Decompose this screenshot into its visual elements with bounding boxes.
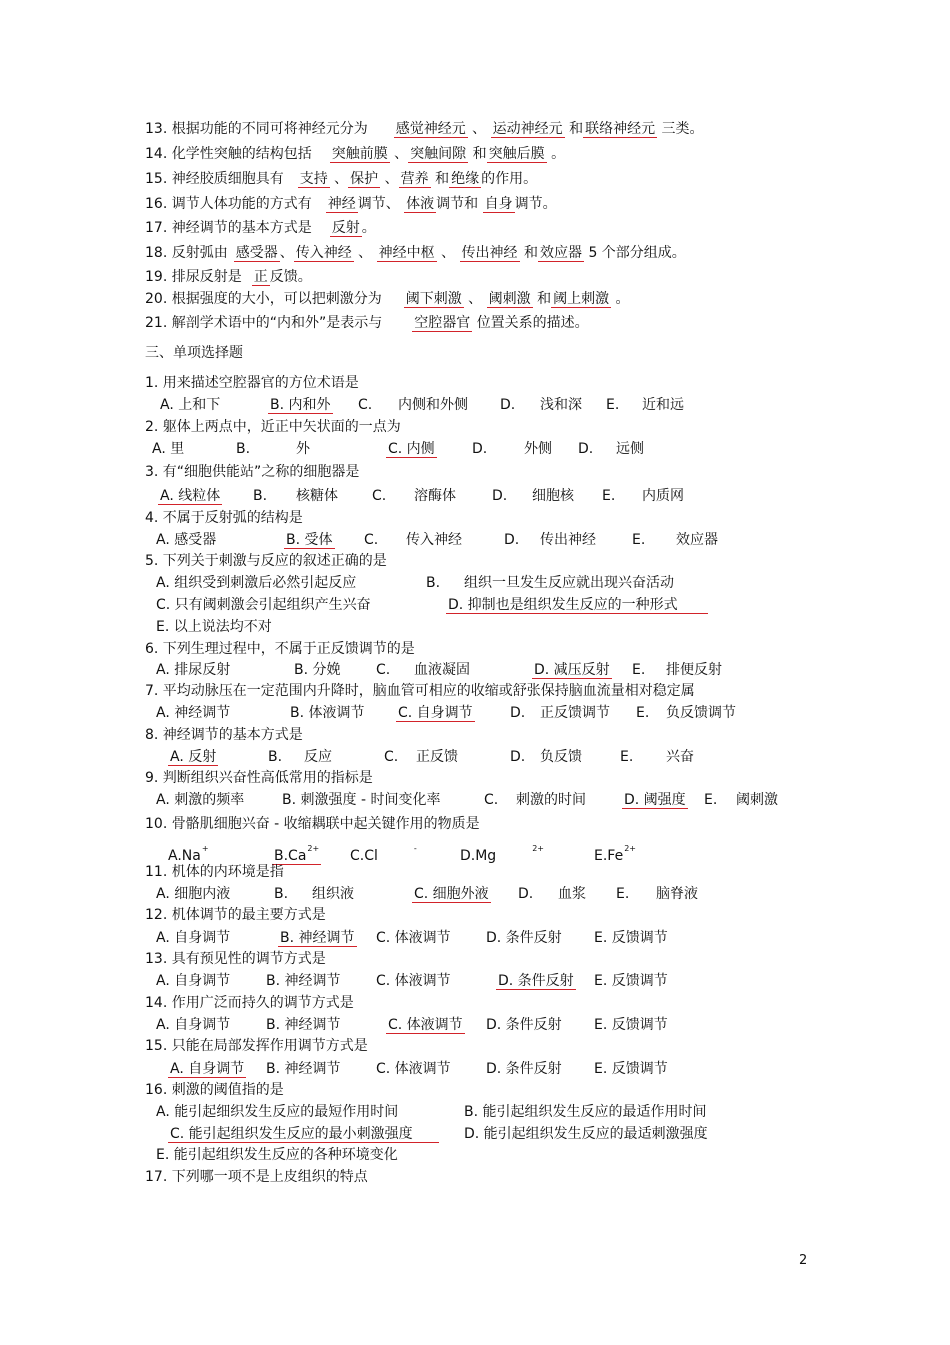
answer-option: D. 减压反射 xyxy=(534,662,610,678)
option-d: D. xyxy=(472,441,488,457)
option-c xyxy=(350,840,417,865)
option-d: D. xyxy=(504,532,520,548)
option-d-text: 负反馈 xyxy=(540,749,582,765)
option-c: C. xyxy=(384,749,399,765)
option-e: E. xyxy=(636,705,650,721)
fill-q19 xyxy=(145,268,312,286)
option-b: B. xyxy=(426,575,441,591)
answer-option: D. 条件反射 xyxy=(498,973,574,989)
answer: 空腔器官 xyxy=(414,315,471,331)
option-d: D. xyxy=(510,705,526,721)
option-e-text: 脑脊液 xyxy=(656,886,698,902)
answer: 传入神经 xyxy=(295,245,352,261)
question-text: 13. 根据功能的不同可将神经元分为 xyxy=(145,121,368,137)
mc-stem: 6. 下列生理过程中，不属于正反馈调节的是 xyxy=(145,641,415,657)
question-text: 、 xyxy=(394,146,409,162)
option-b-text: 核糖体 xyxy=(296,488,338,504)
option-e: E. xyxy=(704,792,718,808)
option-a: A. 自身调节 xyxy=(156,973,231,989)
answer: 突触间隙 xyxy=(410,146,467,162)
mc-stem: 13. 具有预见性的调节方式是 xyxy=(145,951,326,967)
option-e: E. xyxy=(620,749,634,765)
option-e-text: 兴奋 xyxy=(666,749,694,765)
option-d: D. xyxy=(492,488,508,504)
question-text: 14. 化学性突触的结构包括 xyxy=(145,146,312,162)
option-b-text: 外 xyxy=(296,441,310,457)
question-text: 、 xyxy=(468,291,483,307)
option-c: C. xyxy=(372,488,387,504)
option-b: B. xyxy=(274,886,289,902)
option-e: E. 反馈调节 xyxy=(594,973,668,989)
mc-stem: 7. 平均动脉压在一定范围内升降时，脑血管可相应的收缩或舒张保持脑血流量相对稳定属 xyxy=(145,683,695,699)
option-a: A. 神经调节 xyxy=(156,705,231,721)
fill-q20 xyxy=(145,290,630,308)
option-c-text: 溶酶体 xyxy=(414,488,456,504)
answer: 正 xyxy=(253,269,268,285)
mc-stem: 11. 机体的内环境是指 xyxy=(145,864,284,880)
answer: 阈刺激 xyxy=(488,291,531,307)
question-text: 。 xyxy=(615,291,630,307)
question-text: 三类。 xyxy=(661,121,704,137)
superscript: 2+ xyxy=(624,844,636,853)
answer-option: D. 抑制也是组织发生反应的一种形式 xyxy=(446,597,708,614)
option-e: E. xyxy=(616,886,630,902)
option-c-text: C.Cl xyxy=(350,848,378,864)
question-text: 20. 根据强度的大小，可以把刺激分为 xyxy=(145,291,382,307)
page-number: 2 xyxy=(799,1253,808,1268)
mc-stem: 14. 作用广泛而持久的调节方式是 xyxy=(145,995,354,1011)
mc-stem: 9. 判断组织兴奋性高低常用的指标是 xyxy=(145,770,373,786)
option-b: B. 神经调节 xyxy=(266,1061,341,1077)
option-a: A. 自身调节 xyxy=(156,930,231,946)
question-text: 21. 解剖学术语中的“内和外”是表示与 xyxy=(145,315,383,331)
mc-stem: 3. 有“细胞供能站”之称的细胞器是 xyxy=(145,464,360,480)
option-b-text: 反应 xyxy=(304,749,332,765)
option-b-text: 组织一旦发生反应就出现兴奋活动 xyxy=(464,575,674,591)
mc-stem: 17. 下列哪一项不是上皮组织的特点 xyxy=(145,1169,368,1185)
answer: 感受器 xyxy=(235,245,278,261)
fill-q16 xyxy=(145,195,557,213)
answer-option: B. 内和外 xyxy=(270,397,331,413)
answer-option: A. 自身调节 xyxy=(170,1061,245,1077)
answer: 阈下刺激 xyxy=(405,291,462,307)
superscript: 2+ xyxy=(307,844,320,853)
option-c: C. 只有阈刺激会引起组织产生兴奋 xyxy=(156,597,371,613)
answer: 感觉神经元 xyxy=(395,121,466,137)
answer: 运动神经元 xyxy=(492,121,563,137)
option-e: E. 反馈调节 xyxy=(594,930,668,946)
answer: 神经 xyxy=(327,196,356,212)
option-e: D. xyxy=(578,441,594,457)
mc-stem: 10. 骨骼肌细胞兴奋 - 收缩耦联中起关键作用的物质是 xyxy=(145,816,480,832)
answer: 阈上刺激 xyxy=(553,291,610,307)
fill-q17 xyxy=(145,219,376,237)
option-a: A. 细胞内液 xyxy=(156,886,231,902)
option-d-text: 外侧 xyxy=(524,441,552,457)
option-d: D. xyxy=(510,749,526,765)
option-d-text: 细胞核 xyxy=(532,488,574,504)
answer-option: C. 自身调节 xyxy=(398,705,473,721)
question-text: 反馈。 xyxy=(269,269,312,285)
question-text: 的作用。 xyxy=(481,171,538,187)
option-e: E. xyxy=(602,488,616,504)
answer: 反射 xyxy=(331,220,360,236)
option-c: C. 体液调节 xyxy=(376,973,451,989)
option-b: B. xyxy=(268,749,283,765)
option-e: E. xyxy=(606,397,620,413)
option-d: D. 条件反射 xyxy=(486,1061,562,1077)
option-d-text: D.Mg xyxy=(460,848,497,864)
option-a: A. 自身调节 xyxy=(156,1017,231,1033)
option-d-text: 浅和深 xyxy=(540,397,582,413)
question-text: 、 xyxy=(334,171,349,187)
answer: 支持 xyxy=(299,171,328,187)
option-a xyxy=(168,840,209,865)
option-a: A. 上和下 xyxy=(160,397,221,413)
question-text: 。 xyxy=(361,220,376,236)
mc-stem: 15. 只能在局部发挥作用调节方式是 xyxy=(145,1038,368,1054)
answer-option: C. 能引起组织发生反应的最小刺激强度 xyxy=(168,1126,439,1143)
mc-stem: 12. 机体调节的最主要方式是 xyxy=(145,907,326,923)
question-text: 和 xyxy=(523,245,538,261)
option-a: A. 组织受到刺激后必然引起反应 xyxy=(156,575,357,591)
option-b: B. 神经调节 xyxy=(266,973,341,989)
question-text: 和 xyxy=(435,171,450,187)
question-text: 5 个部分组成。 xyxy=(588,245,686,261)
option-a: A. 感受器 xyxy=(156,532,217,548)
option-e-text: 负反馈调节 xyxy=(666,705,736,721)
answer: 自身 xyxy=(484,196,513,212)
option-d: D. 能引起组织发生反应的最适刺激强度 xyxy=(464,1126,708,1142)
option-e: E. 以上说法均不对 xyxy=(156,619,272,635)
option-e-text: 排便反射 xyxy=(666,662,722,678)
question-text: 18. 反射弧由 xyxy=(145,245,228,261)
question-text: 19. 排尿反射是 xyxy=(145,269,242,285)
option-d xyxy=(460,840,544,865)
fill-q15 xyxy=(145,170,537,188)
question-text: 17. 神经调节的基本方式是 xyxy=(145,220,312,236)
option-d: D. 条件反射 xyxy=(486,1017,562,1033)
option-e: E. xyxy=(632,532,646,548)
option-c: C. xyxy=(484,792,499,808)
mc-stem: 1. 用来描述空腔器官的方位术语是 xyxy=(145,375,359,391)
answer: 联络神经元 xyxy=(585,121,656,137)
question-text: 。 xyxy=(551,146,566,162)
option-d: D. xyxy=(518,886,534,902)
mc-stem: 5. 下列关于刺激与反应的叙述正确的是 xyxy=(145,553,387,569)
answer: 突触前膜 xyxy=(331,146,388,162)
answer: 效应器 xyxy=(539,245,582,261)
superscript: 2+ xyxy=(532,844,544,853)
answer: 突触后膜 xyxy=(488,146,545,162)
option-b-text: 组织液 xyxy=(312,886,354,902)
question-text: 、 xyxy=(472,121,487,137)
question-text: 、 xyxy=(279,245,294,261)
option-a: A. 能引起细织发生反应的最短作用时间 xyxy=(156,1104,399,1120)
option-b: B. 神经调节 xyxy=(266,1017,341,1033)
answer: 体液 xyxy=(406,196,435,212)
fill-q13 xyxy=(145,120,704,138)
fill-q21 xyxy=(145,314,589,332)
option-c: C. 体液调节 xyxy=(376,930,451,946)
answer-option: C. 体液调节 xyxy=(388,1017,463,1033)
option-e-text: 远侧 xyxy=(616,441,644,457)
answer: 绝缘 xyxy=(451,171,480,187)
superscript: - xyxy=(413,844,417,853)
option-a: A. 排尿反射 xyxy=(156,662,231,678)
option-c-text: 正反馈 xyxy=(416,749,458,765)
option-c: C. xyxy=(376,662,391,678)
option-b: B. 能引起组织发生反应的最适作用时间 xyxy=(464,1104,707,1120)
option-b: B. xyxy=(253,488,268,504)
question-text: 和 xyxy=(537,291,552,307)
answer-option: D. 阈强度 xyxy=(624,792,686,808)
answer: 营养 xyxy=(400,171,429,187)
option-c-text: 血液凝固 xyxy=(414,662,470,678)
question-text: 、 xyxy=(384,171,399,187)
option-b: B. 刺激强度 - 时间变化率 xyxy=(282,792,441,808)
option-e: E. xyxy=(632,662,646,678)
option-c: C. xyxy=(358,397,373,413)
option-d: D. xyxy=(500,397,516,413)
option-e-text: 内质网 xyxy=(642,488,684,504)
option-a: A. 刺激的频率 xyxy=(156,792,245,808)
option-c: C. 体液调节 xyxy=(376,1061,451,1077)
question-text: 16. 调节人体功能的方式有 xyxy=(145,196,312,212)
option-b: B. 分娩 xyxy=(294,662,341,678)
question-text: 位置关系的描述。 xyxy=(476,315,589,331)
option-c-text: 内侧和外侧 xyxy=(398,397,468,413)
option-c: C. xyxy=(364,532,379,548)
option-e: E. 反馈调节 xyxy=(594,1061,668,1077)
option-e: E. 能引起组织发生反应的各种环境变化 xyxy=(156,1147,398,1163)
answer: 保护 xyxy=(350,171,379,187)
answer-option: B. 神经调节 xyxy=(280,930,355,946)
option-e: E. 反馈调节 xyxy=(594,1017,668,1033)
option-a: A. 里 xyxy=(152,441,185,457)
superscript: + xyxy=(201,844,209,853)
answer-option: C. 细胞外液 xyxy=(414,886,489,902)
option-c-text: 刺激的时间 xyxy=(516,792,586,808)
option-d: D. 条件反射 xyxy=(486,930,562,946)
option-d-text: 正反馈调节 xyxy=(540,705,610,721)
mc-stem: 16. 刺激的阈值指的是 xyxy=(145,1082,284,1098)
answer: 传出神经 xyxy=(461,245,518,261)
fill-q18 xyxy=(145,244,686,262)
question-text: 和 xyxy=(569,121,584,137)
option-b: B. 体液调节 xyxy=(290,705,365,721)
answer-option: C. 内侧 xyxy=(388,441,435,457)
section-title: 三、单项选择题 xyxy=(145,345,243,361)
question-text: 、 xyxy=(441,245,456,261)
answer-option: A. 反射 xyxy=(170,749,217,765)
option-d-text: 血浆 xyxy=(558,886,586,902)
mc-stem: 2. 躯体上两点中，近正中矢状面的一点为 xyxy=(145,419,401,435)
mc-stem: 8. 神经调节的基本方式是 xyxy=(145,727,303,743)
answer-option-text: B.Ca xyxy=(274,848,307,864)
question-text: 和 xyxy=(472,146,487,162)
option-e xyxy=(594,840,636,865)
option-d-text: 传出神经 xyxy=(540,532,596,548)
question-text: 调节、 xyxy=(357,196,400,212)
option-b: B. xyxy=(236,441,251,457)
mc-stem: 4. 不属于反射弧的结构是 xyxy=(145,510,303,526)
question-text: 调节和 xyxy=(436,196,479,212)
option-e-text: 效应器 xyxy=(676,532,718,548)
option-e-text: 阈刺激 xyxy=(736,792,778,808)
question-text: 15. 神经胶质细胞具有 xyxy=(145,171,284,187)
option-e-text: 近和远 xyxy=(642,397,684,413)
answer-option: A. 线粒体 xyxy=(160,488,221,504)
option-c-text: 传入神经 xyxy=(406,532,462,548)
fill-q14 xyxy=(145,145,565,163)
answer: 神经中枢 xyxy=(378,245,435,261)
answer-option: B. 受体 xyxy=(286,532,333,548)
question-text: 调节。 xyxy=(514,196,557,212)
option-e-text: E.Fe xyxy=(594,848,624,864)
option-a-text: A.Na xyxy=(168,848,201,864)
question-text: 、 xyxy=(358,245,373,261)
